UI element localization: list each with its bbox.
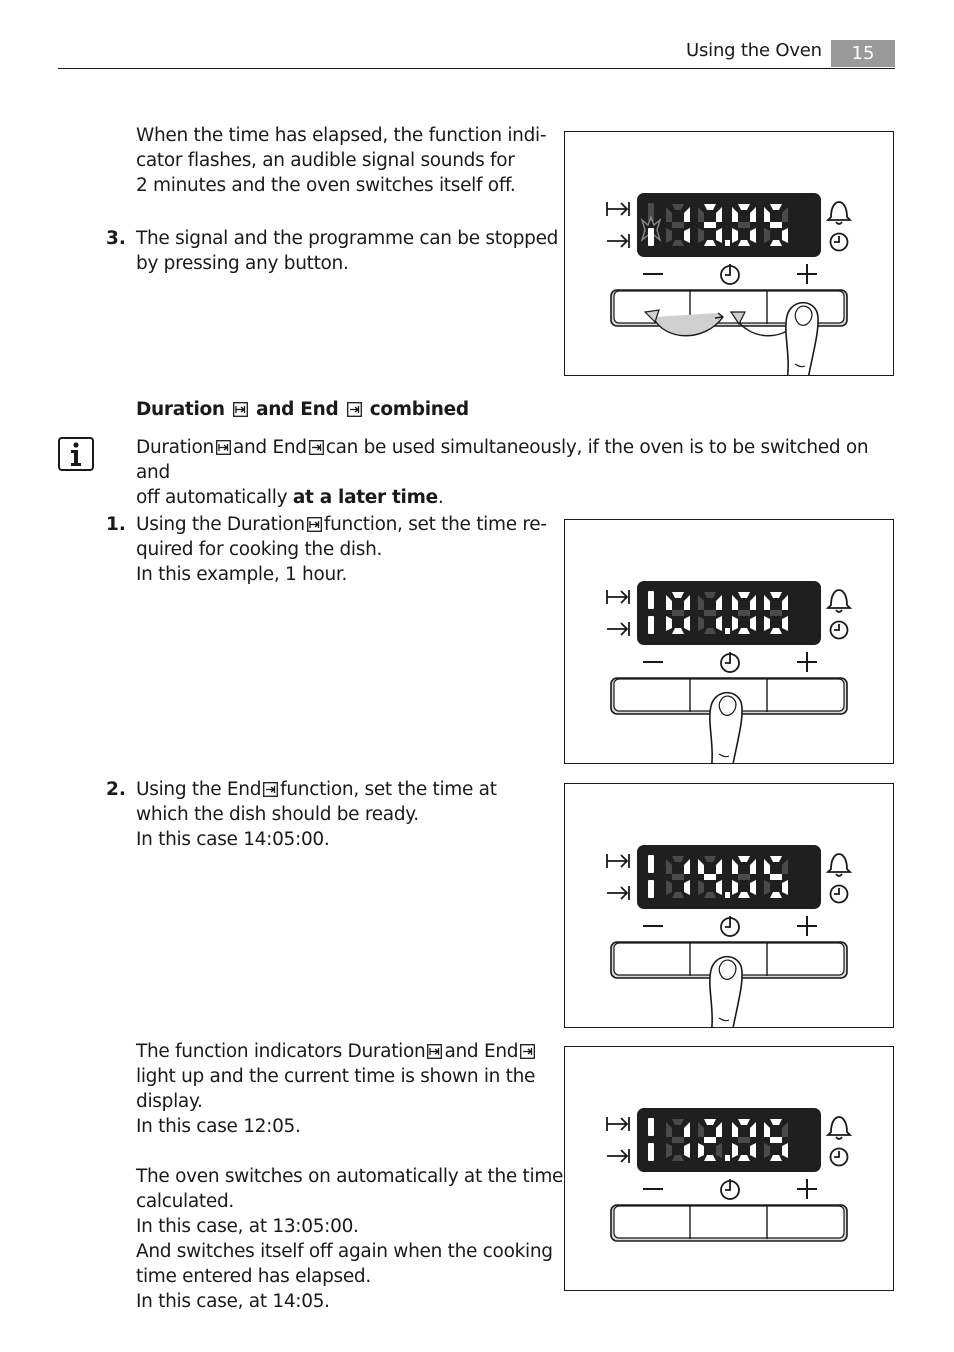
clock-hands: [834, 236, 839, 242]
display-segment: [738, 610, 750, 616]
pressing-finger: [786, 303, 818, 375]
intro-line: When the time has elapsed, the function indi-: [136, 125, 547, 146]
info-icon: [58, 437, 94, 471]
display-decimal-point: [725, 892, 730, 898]
oven-control-panel-illustration: [565, 132, 893, 375]
step3-text: [136, 226, 558, 276]
end-icon: [263, 782, 278, 797]
plus-icon: [797, 916, 817, 936]
step-number: 2.: [106, 779, 126, 800]
duration-icon: [233, 402, 248, 417]
duration-indicator-bar: [648, 591, 654, 609]
display-segment: [770, 610, 782, 616]
duration-indicator-icon: [607, 1117, 629, 1131]
bell-icon: [828, 1117, 850, 1139]
display-segment: [770, 222, 782, 228]
oven-panel-figure-1: [564, 131, 894, 376]
duration-icon: [307, 517, 322, 532]
clock-hands: [834, 1151, 839, 1157]
display-segment: [770, 874, 782, 880]
oven-panel-figure-2: [564, 519, 894, 764]
display-segment: [704, 610, 716, 616]
clock-hands: [834, 624, 839, 630]
intro-line: cator flashes, an audible signal sounds for: [136, 150, 515, 171]
end-indicator-icon: [607, 234, 629, 248]
led-display: [637, 1108, 821, 1172]
button-strip: [614, 1206, 844, 1238]
step1-text: Using the Duration function, set the time re- quired for cooking the dish. In this example, 1 hour.: [136, 514, 547, 585]
clock-hands: [834, 888, 839, 894]
bell-icon: [828, 854, 850, 876]
intro-line: 2 minutes and the oven switches itself off.: [136, 175, 516, 196]
display-segment: [704, 222, 716, 228]
end-indicator-icon: [607, 886, 629, 900]
led-display: [637, 845, 821, 909]
display-segment: [704, 874, 716, 880]
bell-icon: [828, 202, 850, 224]
display-decimal-point: [725, 240, 730, 246]
arrow-to-minus-button: [653, 313, 723, 336]
oven-panel-figure-4: [564, 1046, 894, 1291]
info-paragraph: Duration and End can be used simultaneously, if the oven is to be switched on and off automatically at a later time.: [136, 437, 869, 508]
duration-icon: [216, 440, 231, 455]
flashing-indicator-bar: [648, 228, 654, 246]
duration-indicator-bar: [648, 855, 654, 873]
display-segment: [704, 1137, 716, 1143]
step3-line: The signal and the programme can be stopped: [136, 228, 559, 249]
end-indicator-icon: [607, 622, 629, 636]
bell-icon: [828, 590, 850, 612]
end-indicator-bar: [648, 1143, 654, 1161]
duration-indicator-icon: [607, 202, 629, 216]
end-icon: [309, 440, 324, 455]
display-decimal-point: [725, 1155, 730, 1161]
end-indicator-icon: [607, 1149, 629, 1163]
final-paragraph: The function indicators Duration and End light up and the current time is shown in the display. In this case 12:05. The oven switches on automatically at the time calculated. In this case, at 13:05:00. And switches itself off again when the cooking time entered has elapsed. In this case, at 14:05.: [136, 1041, 564, 1312]
display-segment: [672, 610, 684, 616]
oven-control-panel-illustration: [565, 1047, 893, 1290]
display-segment: [738, 222, 750, 228]
header-rule: [58, 68, 895, 69]
plus-icon: [797, 264, 817, 284]
end-indicator-bar: [648, 880, 654, 898]
display-segment: [672, 1137, 684, 1143]
duration-indicator-icon: [607, 590, 629, 604]
step3-line: by pressing any button.: [136, 253, 349, 274]
pressing-finger: [710, 957, 742, 1027]
step2-text: Using the End function, set the time at which the dish should be ready. In this case 14:05:00.: [136, 779, 497, 850]
section-heading: Duration and End combined: [136, 399, 469, 420]
page-number: 15: [831, 40, 895, 67]
display-segment: [738, 1137, 750, 1143]
intro-paragraph: [136, 123, 546, 198]
led-display: [637, 193, 821, 257]
display-decimal-point: [725, 628, 730, 634]
oven-control-panel-illustration: [565, 520, 893, 763]
duration-indicator-bar: [648, 1118, 654, 1136]
display-segment: [672, 222, 684, 228]
plus-icon: [797, 652, 817, 672]
end-icon: [520, 1044, 535, 1059]
led-display: [637, 581, 821, 645]
display-segment: [672, 874, 684, 880]
display-segment: [770, 1137, 782, 1143]
oven-control-panel-illustration: [565, 784, 893, 1027]
step-number: 3.: [106, 228, 126, 249]
plus-icon: [797, 1179, 817, 1199]
pressing-finger: [710, 693, 742, 763]
step-number: 1.: [106, 514, 126, 535]
end-icon: [347, 402, 362, 417]
oven-panel-figure-3: [564, 783, 894, 1028]
running-header-title: Using the Oven: [686, 40, 822, 61]
duration-indicator-icon: [607, 854, 629, 868]
display-segment: [738, 874, 750, 880]
end-indicator-bar: [648, 616, 654, 634]
duration-icon: [427, 1044, 442, 1059]
